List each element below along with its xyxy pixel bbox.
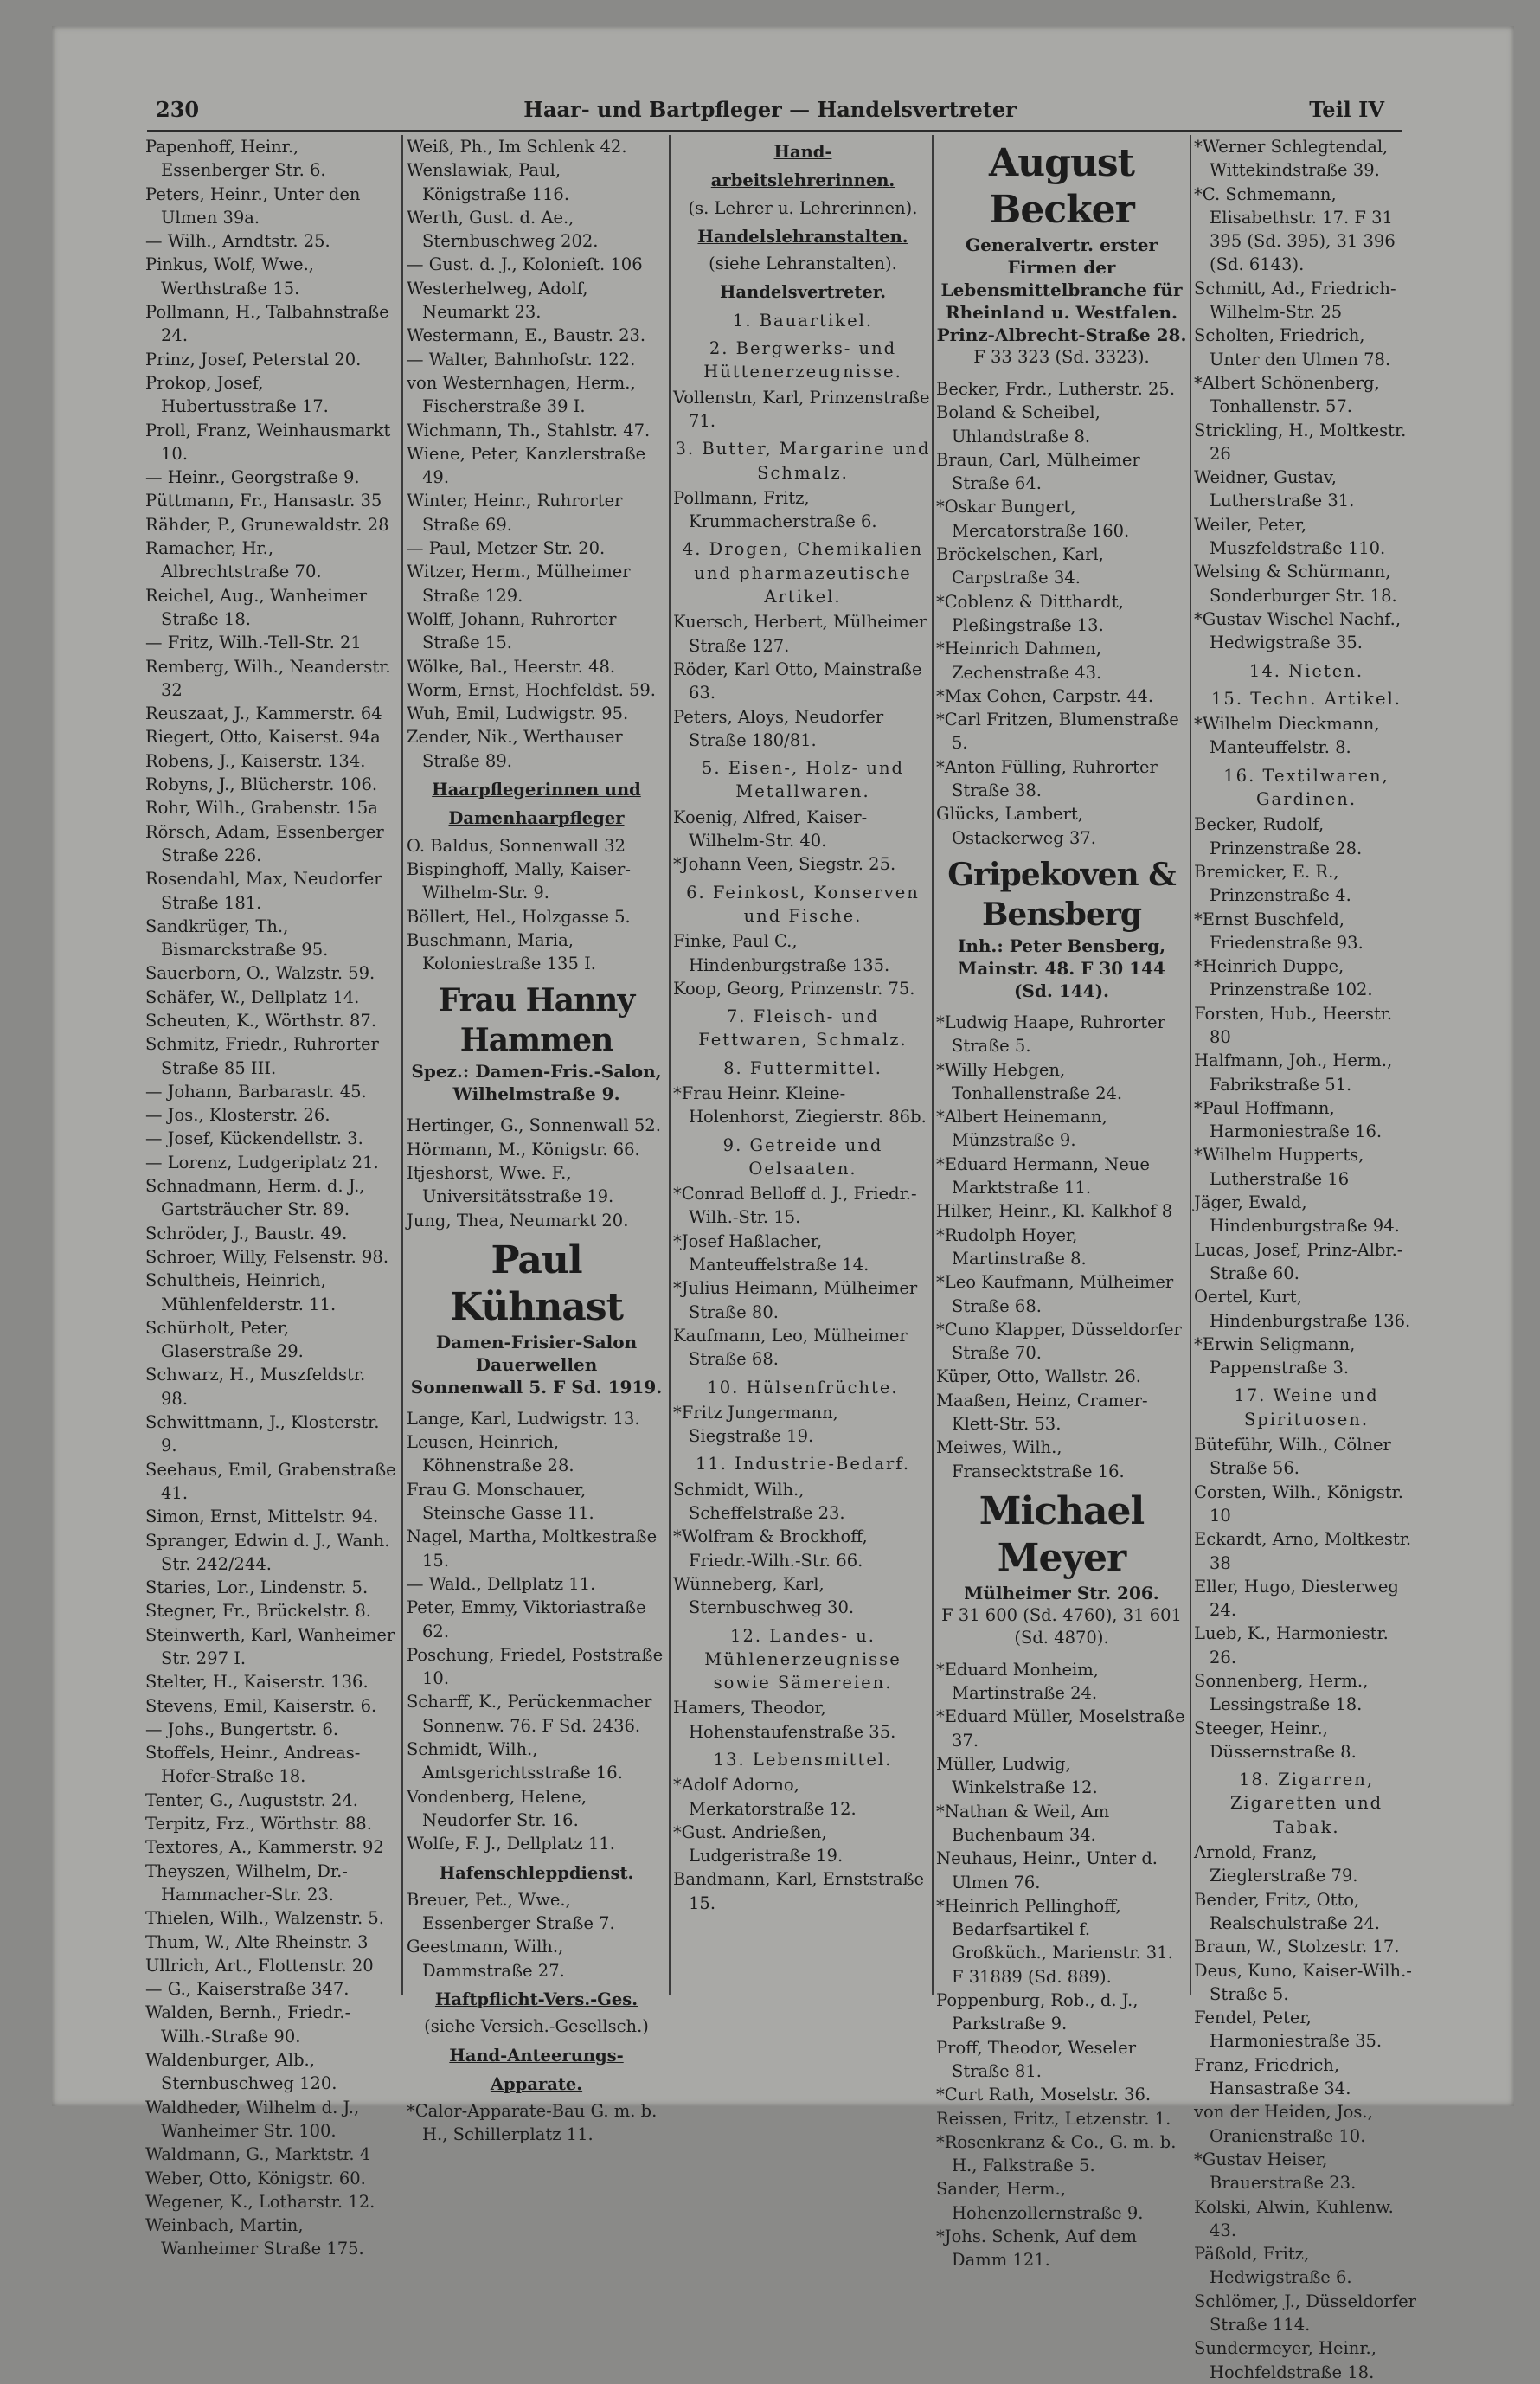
directory-entry: Nagel, Martha, Moltkestraße 15. — [407, 1526, 658, 1571]
page-header — [138, 97, 1402, 132]
directory-entry: *Wolfram & Brockhoff, Friedr.-Wilh.-Str. 66. — [673, 1526, 868, 1571]
entry-list — [1194, 1841, 1419, 2384]
directory-entry: Terpitz, Frz., Wörthstr. 88. — [145, 1814, 372, 1835]
directory-entry: *C. Schmemann, Elisabethstr. 17. F 31 395 (Sd. 395), 31 396 (Sd. 6143). — [1194, 183, 1396, 275]
directory-entry: Küper, Otto, Wallstr. 26. — [936, 1366, 1141, 1387]
advert-meyer — [936, 1488, 1187, 1649]
entry-list — [407, 135, 666, 773]
entry-list — [673, 1478, 933, 1620]
directory-entry: Wenslawiak, Paul, Königstraße 116. — [407, 160, 570, 204]
directory-entry: Westermann, E., Baustr. 23. — [407, 325, 646, 346]
directory-entry: — Walter, Bahnhofstr. 122. — [407, 349, 636, 369]
column-divider — [401, 135, 403, 1995]
directory-entry: Böllert, Hel., Holzgasse 5. — [407, 906, 631, 927]
entry-list — [936, 1011, 1187, 1483]
category-heading: 14. Nieten. — [1248, 660, 1364, 681]
directory-entry: Ullrich, Art., Flottenstr. 20 — [145, 1955, 374, 1976]
directory-entry: Tenter, G., Auguststr. 24. — [145, 1790, 358, 1810]
directory-entry: Sonnenberg, Herm., Lessingstraße 18. — [1194, 1671, 1369, 1715]
directory-entry: Koenig, Alfred, Kaiser-Wilhelm-Str. 40. — [673, 806, 868, 851]
directory-entry: Werth, Gust. d. Ae., Sternbuschweg 202. — [407, 207, 599, 252]
directory-entry: Strickling, H., Moltkestr. 26 — [1194, 420, 1407, 464]
directory-entry: Sandkrüger, Th., Bismarckstraße 95. — [145, 916, 329, 961]
directory-entry: Becker, Frdr., Lutherstr. 25. — [936, 379, 1176, 399]
entry-list — [936, 1658, 1187, 2272]
directory-entry: *Heinrich Pellinghoff, Bedarfsartikel f. Großküch., Marienstr. 31. F 31889 (Sd. 889). — [936, 1895, 1173, 1987]
directory-entry: *Max Cohen, Carpstr. 44. — [936, 685, 1154, 706]
directory-entry: — G., Kaiserstraße 347. — [145, 1979, 350, 2000]
advert-name: Frau Hanny Hammen — [438, 982, 635, 1059]
directory-entry: Eller, Hugo, Diesterweg 24. — [1194, 1576, 1399, 1621]
entry-list — [673, 486, 933, 534]
directory-entry: Papenhoff, Heinr., Essenberger Str. 6. — [145, 137, 326, 181]
advert-line: F 31 600 (Sd. 4760), 31 601 (Sd. 4870). — [941, 1604, 1182, 1648]
directory-entry: *Adolf Adorno, Merkatorstraße 12. — [673, 1775, 857, 1819]
directory-entry: Stegner, Fr., Brückelstr. 8. — [145, 1601, 371, 1622]
entry-list — [1194, 712, 1419, 760]
directory-entry: Hörmann, M., Königstr. 66. — [407, 1139, 640, 1160]
directory-entry: Glücks, Lambert, Ostackerweg 37. — [936, 804, 1096, 848]
directory-entry: Sander, Herm., Hohenzollernstraße 9. — [936, 2179, 1144, 2223]
directory-entry: Kolski, Alwin, Kuhlenw. 43. — [1194, 2196, 1394, 2240]
category-heading: 15. Techn. Artikel. — [1211, 688, 1402, 709]
column-divider — [669, 135, 671, 1995]
directory-entry: Maaßen, Heinz, Cramer-Klett-Str. 53. — [936, 1390, 1148, 1434]
directory-entry: Steinwerth, Karl, Wanheimer Str. 297 I. — [145, 1624, 395, 1668]
directory-entry: Walden, Bernh., Friedr.-Wilh.-Straße 90. — [145, 2002, 351, 2047]
advert-line: F 33 323 (Sd. 3323). — [973, 347, 1150, 367]
category-heading: 4. Drogen, Chemikalien und pharmazeutische Artikel. — [682, 539, 924, 607]
directory-entry: *Ludwig Haape, Ruhrorter Straße 5. — [936, 1012, 1165, 1057]
directory-entry: Zender, Nik., Werthauser Straße 89. — [407, 727, 623, 771]
directory-entry: Stoffels, Heinr., Andreas-Hofer-Straße 18. — [145, 1743, 361, 1787]
entry-list — [673, 1082, 933, 1129]
directory-entry: Schäfer, W., Dellplatz 14. — [145, 986, 360, 1007]
directory-entry: Schröder, J., Baustr. 49. — [145, 1223, 348, 1243]
directory-entry: Fendel, Peter, Harmoniestraße 35. — [1194, 2008, 1383, 2052]
directory-entry: Pollmann, Fritz, Krummacherstraße 6. — [673, 487, 877, 532]
directory-entry: — Lorenz, Ludgeriplatz 21. — [145, 1152, 379, 1173]
directory-entry: Corsten, Wilh., Königstr. 10 — [1194, 1481, 1403, 1526]
advert-line: (Sd. 144). — [1014, 980, 1109, 1001]
entry-list — [145, 135, 396, 2261]
directory-entry: Schwarz, H., Muszfeldstr. 98. — [145, 1365, 366, 1409]
entry-list — [1194, 135, 1419, 655]
directory-entry: Schmitt, Ad., Friedrich-Wilhelm-Str. 25 — [1194, 278, 1396, 323]
running-title: Haar- und Bartpfleger — Handelsvertreter — [523, 97, 1017, 122]
directory-entry: Schmitz, Friedr., Ruhrorter Straße 85 III. — [145, 1034, 379, 1078]
section-heading: Haftpflicht-Vers.-Ges. — [434, 1989, 638, 2009]
directory-entry: *Nathan & Weil, Am Buchenbaum 34. — [936, 1801, 1110, 1845]
section-heading: Handelslehranstalten. — [697, 226, 908, 247]
directory-entry: Winter, Heinr., Ruhrorter Straße 69. — [407, 491, 623, 535]
directory-entry: *Gustav Wischel Nachf., Hedwigstraße 35. — [1194, 608, 1402, 653]
directory-entry: *Johann Veen, Siegstr. 25. — [673, 854, 896, 875]
directory-entry: *Gust. Andrießen, Ludgeristraße 19. — [673, 1822, 844, 1867]
advert-kuehnast — [407, 1237, 666, 1398]
directory-entry: Arnold, Franz, Zieglerstraße 79. — [1194, 1842, 1358, 1886]
directory-entry: — Heinr., Georgstraße 9. — [145, 467, 360, 488]
directory-entry: Hertinger, G., Sonnenwall 52. — [407, 1115, 661, 1136]
directory-entry: Itjeshorst, Wwe. F., Universitätsstraße 19. — [407, 1162, 614, 1207]
directory-entry: Sauerborn, O., Walzstr. 59. — [145, 963, 375, 984]
directory-entry: Wegener, K., Lotharstr. 12. — [145, 2191, 375, 2212]
directory-entry: Vollenstn, Karl, Prinzenstraße 71. — [673, 387, 930, 431]
directory-entry: Schürholt, Peter, Glaserstraße 29. — [145, 1317, 304, 1362]
advert-name: Michael Meyer — [979, 1488, 1145, 1580]
directory-entry: *Wilhelm Hupperts, Lutherstraße 16 — [1194, 1145, 1364, 1189]
directory-entry: Wuh, Emil, Ludwigstr. 95. — [407, 704, 629, 724]
directory-entry: *Coblenz & Ditthardt, Pleßingstraße 13. — [936, 591, 1124, 635]
directory-entry: *Heinrich Duppe, Prinzenstraße 102. — [1194, 956, 1373, 1000]
entry-list — [936, 377, 1187, 850]
directory-entry: Braun, Carl, Mülheimer Straße 64. — [936, 449, 1140, 494]
directory-entry: Deus, Kuno, Kaiser-Wilh.-Straße 5. — [1194, 1960, 1412, 2004]
directory-entry: — Paul, Metzer Str. 20. — [407, 538, 606, 559]
directory-entry: Riegert, Otto, Kaiserst. 94a — [145, 727, 381, 748]
directory-entry: Reissen, Fritz, Letzenstr. 1. — [936, 2108, 1171, 2129]
entry-list — [407, 834, 666, 976]
entry-list — [407, 2099, 666, 2147]
directory-entry: Schultheis, Heinrich, Mühlenfelderstr. 11. — [145, 1270, 337, 1314]
entry-list — [1194, 813, 1419, 1379]
cross-reference: (s. Lehrer u. Lehrerinnen). — [688, 197, 918, 218]
section-heading: Hafenschleppdienst. — [439, 1862, 634, 1883]
category-heading: 17. Weine und Spirituosen. — [1234, 1385, 1379, 1430]
directory-entry: Rohr, Wilh., Grabenstr. 15a — [145, 798, 378, 819]
directory-entry: Bremicker, E. R., Prinzenstraße 4. — [1194, 861, 1351, 906]
directory-entry: Schwittmann, J., Klosterstr. 9. — [145, 1412, 380, 1456]
directory-entry: Reichel, Aug., Wanheimer Straße 18. — [145, 585, 368, 629]
column-4 — [936, 135, 1187, 2271]
directory-entry: Wolff, Johann, Ruhrorter Straße 15. — [407, 608, 617, 653]
directory-entry: O. Baldus, Sonnenwall 32 — [407, 835, 626, 856]
category-heading: 5. Eisen-, Holz- und Metallwaren. — [701, 758, 904, 802]
directory-entry: Püttmann, Fr., Hansastr. 35 — [145, 491, 382, 511]
directory-entry: Welsing & Schürmann, Sonderburger Str. 18. — [1194, 562, 1397, 606]
directory-entry: Weber, Otto, Königstr. 60. — [145, 2168, 366, 2188]
directory-entry: Lucas, Josef, Prinz-Albr.-Straße 60. — [1194, 1239, 1403, 1283]
directory-entry: — Wilh., Arndtstr. 25. — [145, 231, 330, 252]
directory-entry: *Johs. Schenk, Auf dem Damm 121. — [936, 2227, 1137, 2271]
directory-entry: Lueb, K., Harmoniestr. 26. — [1194, 1623, 1389, 1668]
directory-entry: Jäger, Ewald, Hindenburgstraße 94. — [1194, 1192, 1400, 1237]
directory-entry: Seehaus, Emil, Grabenstraße 41. — [145, 1459, 396, 1503]
directory-entry: Neuhaus, Heinr., Unter d. Ulmen 76. — [936, 1848, 1158, 1892]
category-heading: 2. Bergwerks- und Hüttenerzeugnisse. — [703, 338, 902, 382]
section-heading: Hand- — [773, 142, 832, 162]
category-heading: 10. Hülsenfrüchte. — [707, 1377, 899, 1398]
category-heading: 8. Futtermittel. — [723, 1057, 882, 1078]
advert-hammen — [407, 980, 666, 1105]
directory-entry: Proll, Franz, Weinhausmarkt 10. — [145, 420, 391, 464]
directory-entry: Wölke, Bal., Heerstr. 48. — [407, 656, 616, 677]
column-divider — [1190, 135, 1191, 1995]
advert-name: Gripekoven & Bensberg — [947, 856, 1176, 933]
directory-entry: Bispinghoff, Mally, Kaiser-Wilhelm-Str. 9. — [407, 858, 631, 903]
directory-entry: *Wilhelm Dieckmann, Manteuffelstr. 8. — [1194, 714, 1380, 758]
category-heading: 9. Getreide und Oelsaaten. — [722, 1134, 883, 1179]
directory-entry: Prinz, Josef, Peterstal 20. — [145, 349, 362, 369]
directory-entry: Wiene, Peter, Kanzlerstraße 49. — [407, 443, 646, 488]
directory-entry: — Jos., Klosterstr. 26. — [145, 1105, 330, 1126]
advert-line: Sonnenwall 5. F Sd. 1919. — [410, 1376, 663, 1398]
directory-entry: Waldenburger, Alb., Sternbuschweg 120. — [145, 2050, 337, 2094]
directory-entry: *Fritz Jungermann, Siegstraße 19. — [673, 1402, 838, 1447]
directory-entry: *Ernst Buschfeld, Friedenstraße 93. — [1194, 909, 1364, 953]
directory-entry: Peters, Heinr., Unter den Ulmen 39a. — [145, 183, 361, 228]
entry-list — [1194, 1433, 1419, 1764]
directory-entry: Weidner, Gustav, Lutherstraße 31. — [1194, 467, 1355, 511]
entry-list — [673, 1773, 933, 1915]
advert-line: Mainstr. 48. F 30 144 — [958, 957, 1165, 979]
directory-entry: Scharff, K., Perückenmacher Sonnenw. 76. F Sd. 2436. — [407, 1692, 652, 1736]
category-heading: 16. Textilwaren, Gardinen. — [1223, 765, 1389, 810]
directory-entry: Steeger, Heinr., Düssernstraße 8. — [1194, 1718, 1357, 1762]
directory-entry: *Willy Hebgen, Tonhallenstraße 24. — [936, 1059, 1123, 1103]
directory-entry: Koop, Georg, Prinzenstr. 75. — [673, 978, 915, 999]
directory-entry: Poschung, Friedel, Poststraße 10. — [407, 1644, 664, 1689]
directory-entry: — Josef, Kückendellstr. 3. — [145, 1128, 363, 1149]
directory-entry: *Curt Rath, Moselstr. 36. — [936, 2085, 1152, 2105]
directory-entry: Rörsch, Adam, Essenberger Straße 226. — [145, 821, 384, 865]
directory-entry: — Wald., Dellplatz 11. — [407, 1573, 596, 1594]
directory-entry: *Conrad Belloff d. J., Friedr.-Wilh.-Str. 15. — [673, 1184, 917, 1228]
advert-line: Damen-Frisier-Salon — [435, 1331, 638, 1353]
directory-entry: Weiß, Ph., Im Schlenk 42. — [407, 137, 627, 157]
directory-entry: *Frau Heinr. Kleine-Holenhorst, Ziegierstr. 86b. — [673, 1083, 927, 1128]
directory-entry: *Julius Heimann, Mülheimer Straße 80. — [673, 1278, 918, 1322]
directory-entry: Robyns, J., Blücherstr. 106. — [145, 774, 378, 795]
directory-entry: Stevens, Emil, Kaiserstr. 6. — [145, 1695, 377, 1716]
column-5 — [1194, 135, 1419, 2382]
directory-entry: Braun, W., Stolzestr. 17. — [1194, 1937, 1400, 1957]
advert-name: August Becker — [989, 141, 1134, 232]
directory-entry: Theyszen, Wilhelm, Dr.-Hammacher-Str. 23. — [145, 1860, 348, 1905]
advert-name: Paul Kühnast — [450, 1237, 623, 1329]
directory-entry: Kuersch, Herbert, Mülheimer Straße 127. — [673, 612, 927, 656]
entry-list — [407, 1114, 666, 1231]
directory-entry: *Rosenkranz & Co., G. m. b. H., Falkstraße 5. — [936, 2131, 1177, 2176]
category-heading: 12. Landes- u. Mühlenerzeugnisse sowie Sämereien. — [704, 1625, 902, 1693]
advert-line: Generalvertr. erster Firmen der Lebensmittelbranche für Rheinland u. Westfalen. — [940, 235, 1183, 323]
directory-entry: Franz, Friedrich, Hansastraße 34. — [1194, 2054, 1351, 2099]
directory-entry: Pinkus, Wolf, Wwe., Werthstraße 15. — [145, 254, 314, 299]
advert-line: Wilhelmstraße 9. — [452, 1083, 620, 1105]
directory-entry: *Eduard Hermann, Neue Marktstraße 11. — [936, 1153, 1150, 1198]
section-heading: Damenhaarpfleger — [448, 808, 625, 829]
directory-entry: Wolfe, F. J., Dellplatz 11. — [407, 1834, 615, 1854]
column-2 — [407, 135, 666, 2145]
directory-entry: Leusen, Heinrich, Köhnenstraße 28. — [407, 1432, 574, 1476]
directory-entry: *Carl Fritzen, Blumenstraße 5. — [936, 710, 1179, 754]
header-rule — [147, 130, 1402, 132]
directory-entry: *Heinrich Dahmen, Zechenstraße 43. — [936, 639, 1102, 683]
advert-line: Prinz-Albrecht-Straße 28. — [936, 325, 1187, 345]
directory-entry: — Gust. d. J., Kolonieſt. 106 — [407, 254, 643, 275]
directory-entry: *Albert Heinemann, Münzstraße 9. — [936, 1107, 1107, 1151]
directory-entry: Staries, Lor., Lindenstr. 5. — [145, 1578, 369, 1598]
column-1 — [145, 135, 396, 2259]
directory-entry: Sundermeyer, Heinr., Hochfeldstraße 18. — [1194, 2338, 1376, 2382]
section-heading: Apparate. — [490, 2073, 583, 2094]
category-heading: 18. Zigarren, Zigaretten und Tabak. — [1229, 1770, 1383, 1837]
directory-entry: Boland & Scheibel, Uhlandstraße 8. — [936, 402, 1100, 447]
entry-list — [673, 610, 933, 752]
category-heading: 13. Lebensmittel. — [713, 1750, 893, 1770]
directory-entry: *Anton Fülling, Ruhrorter Straße 38. — [936, 756, 1158, 801]
directory-entry: *Erwin Seligmann, Pappenstraße 3. — [1194, 1333, 1356, 1378]
directory-entry: Kaufmann, Leo, Mülheimer Straße 68. — [673, 1325, 908, 1370]
directory-entry: Prokop, Josef, Hubertusstraße 17. — [145, 372, 329, 417]
advert-line: Mülheimer Str. 206. — [964, 1582, 1159, 1603]
directory-entry: *Leo Kaufmann, Mülheimer Straße 68. — [936, 1272, 1174, 1316]
directory-entry: *Eduard Müller, Moselstraße 37. — [936, 1706, 1185, 1751]
directory-entry: von Westernhagen, Herm., Fischerstraße 39 I. — [407, 372, 636, 417]
directory-entry: Textores, A., Kammerstr. 92 — [145, 1837, 384, 1858]
entry-list — [407, 1407, 666, 1856]
directory-entry: Buschmann, Maria, Koloniestraße 135 I. — [407, 929, 596, 974]
directory-entry: Scheuten, K., Wörthstr. 87. — [145, 1010, 377, 1031]
directory-entry: Remberg, Wilh., Neanderstr. 32 — [145, 656, 391, 700]
section-heading: Haarpflegerinnen und — [432, 780, 641, 800]
directory-entry: Scholten, Friedrich, Unter den Ulmen 78. — [1194, 325, 1391, 369]
directory-entry: Peters, Aloys, Neudorfer Straße 180/81. — [673, 706, 884, 750]
directory-entry: Stelter, H., Kaiserstr. 136. — [145, 1672, 369, 1693]
category-heading: 7. Fleisch- und Fettwaren, Schmalz. — [698, 1006, 908, 1051]
entry-list — [407, 1888, 666, 1982]
directory-entry: Röder, Karl Otto, Mainstraße 63. — [673, 659, 922, 704]
directory-entry: Waldmann, G., Marktstr. 4 — [145, 2144, 371, 2165]
advert-line: Inh.: Peter Bensberg, — [957, 935, 1166, 956]
section-heading: arbeitslehrerinnen. — [710, 170, 895, 191]
directory-entry: Proff, Theodor, Weseler Straße 81. — [936, 2037, 1137, 2081]
category-heading: 3. Butter, Margarine und Schmalz. — [675, 439, 931, 483]
directory-entry: Müller, Ludwig, Winkelstraße 12. — [936, 1754, 1098, 1798]
directory-entry: Worm, Ernst, Hochfeldst. 59. — [407, 679, 656, 700]
directory-entry: Vondenberg, Helene, Neudorfer Str. 16. — [407, 1786, 587, 1830]
directory-entry: Becker, Rudolf, Prinzenstraße 28. — [1194, 814, 1363, 858]
directory-entry: Wünneberg, Karl, Sternbuschweg 30. — [673, 1573, 855, 1618]
directory-entry: Ramacher, Hr., Albrechtstraße 70. — [145, 538, 322, 582]
page-number: 230 — [156, 97, 200, 122]
directory-entry: Weinbach, Martin, Wanheimer Straße 175. — [145, 2215, 364, 2259]
directory-entry: *Cuno Klapper, Düsseldorfer Straße 70. — [936, 1319, 1182, 1364]
directory-entry: Weiler, Peter, Muszfeldstraße 110. — [1194, 514, 1386, 559]
advert-line: Spez.: Damen-Fris.-Salon, — [411, 1061, 662, 1083]
entry-list — [673, 1182, 933, 1371]
entry-list — [673, 806, 933, 877]
directory-entry: Westerhelweg, Adolf, Neumarkt 23. — [407, 278, 588, 323]
directory-entry: Frau G. Monschauer, Steinsche Gasse 11. — [407, 1479, 594, 1524]
directory-entry: Geestmann, Wilh., Dammstraße 27. — [407, 1937, 565, 1981]
directory-entry: *Gustav Heiser, Brauerstraße 23. — [1194, 2149, 1357, 2194]
directory-entry: Finke, Paul C., Hindenburgstraße 135. — [673, 931, 890, 975]
directory-entry: Schmidt, Wilh., Scheffelstraße 23. — [673, 1479, 845, 1524]
cross-reference: (siehe Lehranstalten). — [709, 254, 897, 274]
directory-entry: Rähder, P., Grunewaldstr. 28 — [145, 514, 389, 535]
directory-entry: Rosendahl, Max, Neudorfer Straße 181. — [145, 869, 382, 913]
directory-entry: Reuszaat, J., Kammerstr. 64 — [145, 704, 382, 724]
directory-entry: — Fritz, Wilh.-Tell-Str. 21 — [145, 633, 362, 653]
category-heading: 6. Feinkost, Konserven und Fische. — [686, 882, 920, 926]
directory-entry: Waldheder, Wilhelm d. J., Wanheimer Str. 100. — [145, 2097, 360, 2141]
directory-entry: Schnadmann, Herm. d. J., Gartsträucher Str. 89. — [145, 1176, 365, 1220]
directory-entry: *Albert Schönenberg, Tonhallenstr. 57. — [1194, 372, 1380, 417]
directory-entry: Halfmann, Joh., Herm., Fabrikstraße 51. — [1194, 1051, 1393, 1095]
directory-entry: Hamers, Theodor, Hohenstaufenstraße 35. — [673, 1698, 896, 1742]
directory-entry: Hilker, Heinr., Kl. Kalkhof 8 — [936, 1201, 1173, 1222]
directory-entry: Schroer, Willy, Felsenstr. 98. — [145, 1246, 389, 1267]
category-heading: 11. Industrie-Bedarf. — [695, 1454, 911, 1475]
directory-entry: Thum, W., Alte Rheinstr. 3 — [145, 1931, 369, 1952]
directory-entry: *Josef Haßlacher, Manteuffelstraße 14. — [673, 1231, 869, 1276]
directory-entry: Witzer, Herm., Mülheimer Straße 129. — [407, 562, 631, 606]
directory-entry: *Oskar Bungert, Mercatorstraße 160. — [936, 497, 1130, 541]
directory-entry: Päßold, Fritz, Hedwigstraße 6. — [1194, 2244, 1352, 2288]
directory-entry: Breuer, Pet., Wwe., Essenberger Straße 7. — [407, 1889, 615, 1934]
directory-entry: Poppenburg, Rob., d. J., Parkstraße 9. — [936, 1990, 1139, 2034]
advert-gripekoven — [936, 855, 1187, 1002]
directory-entry: Oertel, Kurt, Hindenburgstraße 136. — [1194, 1287, 1411, 1331]
directory-entry: Spranger, Edwin d. J., Wanh. Str. 242/244. — [145, 1530, 390, 1574]
cross-reference: (siehe Versich.-Gesellsch.) — [424, 2016, 649, 2037]
directory-entry: Wichmann, Th., Stahlstr. 47. — [407, 420, 651, 440]
advert-line: Dauerwellen — [475, 1353, 598, 1375]
directory-entry: Peter, Emmy, Viktoriastraße 62. — [407, 1597, 646, 1642]
directory-entry: von der Heiden, Jos., Oranienstraße 10. — [1194, 2102, 1373, 2146]
directory-entry: — Johann, Barbarastr. 45. — [145, 1081, 367, 1102]
section-heading: Hand-Anteerungs- — [449, 2045, 624, 2066]
directory-entry: Forsten, Hub., Heerstr. 80 — [1194, 1003, 1393, 1047]
directory-entry: Bandmann, Karl, Ernststraße 15. — [673, 1869, 925, 1913]
directory-entry: Schmidt, Wilh., Amtsgerichtsstraße 16. — [407, 1739, 623, 1783]
directory-entry: *Werner Schlegtendal, Wittekindstraße 39. — [1194, 137, 1389, 181]
entry-list — [673, 929, 933, 1000]
directory-entry: Simon, Ernst, Mittelstr. 94. — [145, 1507, 379, 1527]
directory-entry: Bröckelschen, Karl, Carpstraße 34. — [936, 544, 1104, 588]
directory-entry: Thielen, Wilh., Walzenstr. 5. — [145, 1908, 385, 1929]
directory-entry: Meiwes, Wilh., Fransecktstraße 16. — [936, 1437, 1125, 1481]
directory-entry: Eckardt, Arno, Moltkestr. 38 — [1194, 1529, 1412, 1573]
part-label: Teil IV — [1309, 97, 1384, 122]
directory-entry: Büteführ, Wilh., Cölner Straße 56. — [1194, 1435, 1391, 1479]
entry-list — [673, 1696, 933, 1744]
entry-list — [673, 1401, 933, 1449]
directory-entry: Lange, Karl, Ludwigstr. 13. — [407, 1408, 640, 1429]
directory-entry: Schlömer, J., Düsseldorfer Straße 114. — [1194, 2291, 1416, 2336]
directory-entry: Bender, Fritz, Otto, Realschulstraße 24. — [1194, 1889, 1380, 1933]
directory-entry: Robens, J., Kaiserstr. 134. — [145, 750, 366, 771]
directory-entry: *Rudolph Hoyer, Martinstraße 8. — [936, 1224, 1087, 1269]
directory-entry: *Calor-Apparate-Bau G. m. b. H., Schillerplatz 11. — [407, 2101, 658, 2145]
directory-entry: *Eduard Monheim, Martinstraße 24. — [936, 1659, 1099, 1704]
directory-entry: Jung, Thea, Neumarkt 20. — [407, 1210, 629, 1231]
column-3 — [673, 135, 933, 1995]
directory-entry: — Johs., Bungertstr. 6. — [145, 1719, 339, 1739]
category-heading: 1. Bauartikel. — [732, 310, 874, 331]
directory-entry: Pollmann, H., Talbahnstraße 24. — [145, 302, 389, 346]
section-heading: Handelsvertreter. — [719, 282, 887, 303]
entry-list — [673, 386, 933, 434]
advert-becker — [936, 140, 1187, 369]
directory-entry: *Paul Hoffmann, Harmoniestraße 16. — [1194, 1097, 1383, 1142]
